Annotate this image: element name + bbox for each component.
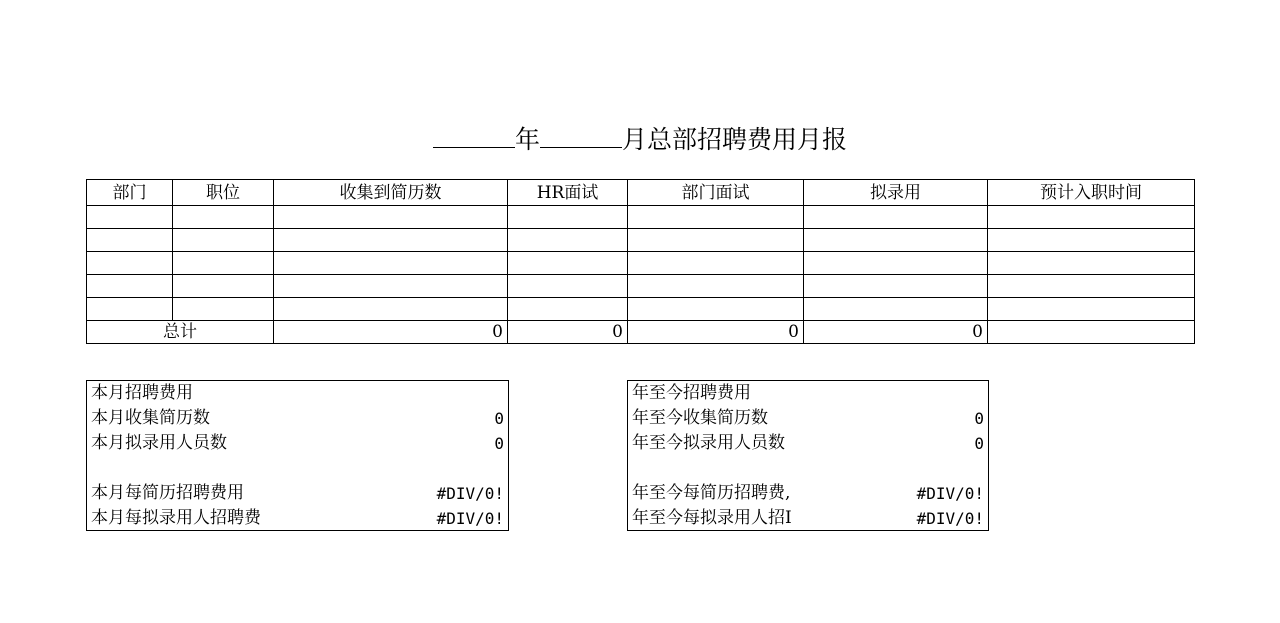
cell[interactable] <box>804 275 988 298</box>
header-cell: 预计入职时间 <box>988 180 1195 206</box>
cell[interactable] <box>804 229 988 252</box>
summary-row <box>628 481 988 506</box>
total-label: 总计 <box>87 321 274 344</box>
month-suffix: 月总部招聘费用月报 <box>622 125 848 154</box>
summary-label: 年至今招聘费用 <box>632 383 751 403</box>
table-row <box>87 298 1195 321</box>
summary-label: 本月每简历招聘费用 <box>91 483 244 503</box>
summary-row <box>628 381 988 406</box>
summary-value[interactable]: 0 <box>494 409 504 428</box>
total-start-date[interactable] <box>988 321 1195 344</box>
total-dept-interview[interactable]: 0 <box>628 321 804 344</box>
table-row <box>87 275 1195 298</box>
summary-row <box>87 431 508 456</box>
cell[interactable] <box>87 206 173 229</box>
summary-row <box>628 406 988 431</box>
cell[interactable] <box>87 252 173 275</box>
cell[interactable] <box>508 252 628 275</box>
monthly-summary-box <box>86 380 509 531</box>
cell[interactable] <box>508 298 628 321</box>
cell[interactable] <box>508 229 628 252</box>
summary-label: 年至今每简历招聘费, <box>632 483 791 503</box>
summary-label: 本月每拟录用人招聘费 <box>91 508 261 528</box>
total-row <box>87 321 1195 344</box>
cell[interactable] <box>173 206 274 229</box>
summary-value[interactable]: 0 <box>494 434 504 453</box>
summary-row <box>628 456 988 481</box>
cell[interactable] <box>173 229 274 252</box>
year-blank[interactable] <box>433 118 515 148</box>
summary-value[interactable]: #DIV/0! <box>436 509 504 528</box>
cell[interactable] <box>274 206 508 229</box>
cell[interactable] <box>87 298 173 321</box>
summary-row <box>628 506 988 531</box>
total-hr-interview[interactable]: 0 <box>508 321 628 344</box>
summary-label: 本月拟录用人员数 <box>91 433 227 453</box>
table-row <box>87 206 1195 229</box>
cell[interactable] <box>87 275 173 298</box>
summary-value[interactable]: #DIV/0! <box>916 509 984 528</box>
cell[interactable] <box>508 275 628 298</box>
cell[interactable] <box>628 229 804 252</box>
cell[interactable] <box>508 206 628 229</box>
total-resumes[interactable]: 0 <box>274 321 508 344</box>
header-cell: HR面试 <box>508 180 628 206</box>
header-cell: 职位 <box>173 180 274 206</box>
cell[interactable] <box>274 298 508 321</box>
recruitment-table <box>86 179 1195 344</box>
cell[interactable] <box>87 229 173 252</box>
cell[interactable] <box>628 275 804 298</box>
total-offers[interactable]: 0 <box>804 321 988 344</box>
cell[interactable] <box>988 275 1195 298</box>
header-cell: 部门面试 <box>628 180 804 206</box>
cell[interactable] <box>988 229 1195 252</box>
summary-row <box>87 506 508 531</box>
table-row <box>87 229 1195 252</box>
summary-value[interactable]: #DIV/0! <box>916 484 984 503</box>
cell[interactable] <box>804 298 988 321</box>
summary-row <box>87 481 508 506</box>
cell[interactable] <box>628 206 804 229</box>
summary-row <box>87 381 508 406</box>
summary-row <box>87 456 508 481</box>
summary-label: 年至今收集简历数 <box>632 408 768 428</box>
cell[interactable] <box>274 229 508 252</box>
year-suffix: 年 <box>514 125 540 154</box>
ytd-summary-box <box>627 380 989 531</box>
cell[interactable] <box>988 206 1195 229</box>
summary-label: 本月收集简历数 <box>91 408 210 428</box>
header-cell: 收集到简历数 <box>274 180 508 206</box>
cell[interactable] <box>173 275 274 298</box>
summary-label: 年至今每拟录用人招I <box>632 508 792 528</box>
summary-label: 本月招聘费用 <box>91 383 193 403</box>
header-row <box>87 180 1195 206</box>
cell[interactable] <box>988 298 1195 321</box>
summary-label: 年至今拟录用人员数 <box>632 433 785 453</box>
month-blank[interactable] <box>540 118 622 148</box>
cell[interactable] <box>274 252 508 275</box>
summary-value[interactable]: 0 <box>974 434 984 453</box>
cell[interactable] <box>628 252 804 275</box>
cell[interactable] <box>628 298 804 321</box>
summary-value[interactable]: #DIV/0! <box>436 484 504 503</box>
cell[interactable] <box>173 252 274 275</box>
summary-row <box>87 406 508 431</box>
cell[interactable] <box>804 252 988 275</box>
cell[interactable] <box>988 252 1195 275</box>
summary-value[interactable]: 0 <box>974 409 984 428</box>
cell[interactable] <box>274 275 508 298</box>
header-cell: 部门 <box>87 180 173 206</box>
cell[interactable] <box>804 206 988 229</box>
header-cell: 拟录用 <box>804 180 988 206</box>
table-row <box>87 252 1195 275</box>
report-title <box>0 118 1280 160</box>
cell[interactable] <box>173 298 274 321</box>
summary-row <box>628 431 988 456</box>
